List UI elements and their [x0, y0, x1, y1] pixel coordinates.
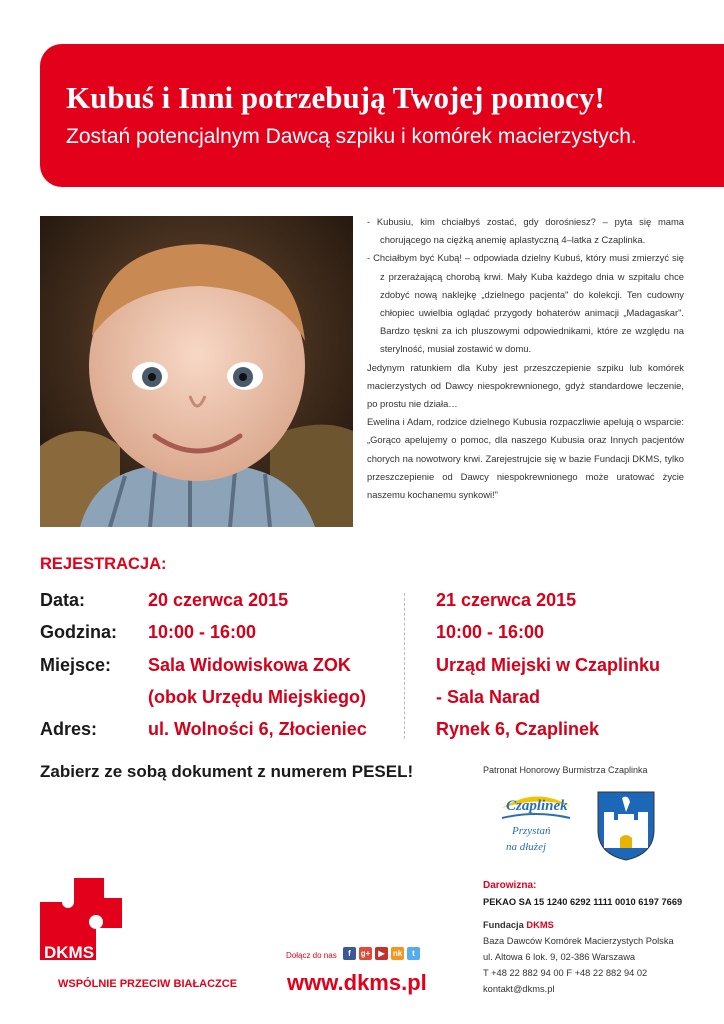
- date-label: Data:: [40, 590, 86, 610]
- foundation-phone: T +48 22 882 94 00 F +48 22 882 94 02: [483, 968, 648, 978]
- event2-place-note: - Sala Narad: [436, 687, 541, 707]
- event2-time: 10:00 - 16:00: [436, 622, 545, 642]
- time-label: Godzina:: [40, 622, 117, 642]
- dkms-logo: [40, 878, 136, 970]
- social-links: [343, 947, 420, 960]
- story-paragraph: - Kubusiu, kim chciałbyś zostać, gdy dorośniesz? – pyta się mama chorującego na ciężką anemię aplastyczną 4–latka z Czaplinka.: [367, 216, 684, 246]
- svg-text:na dłużej: na dłużej: [506, 841, 547, 853]
- svg-text:DKMS: DKMS: [44, 943, 95, 962]
- event2-place: Urząd Miejski w Czaplinku: [436, 655, 661, 675]
- join-us-label: Dołącz do nas: [286, 951, 337, 960]
- story-paragraph: Ewelina i Adam, rodzice dzielnego Kubusia rozpaczliwie apelują o wsparcie: „Gorąco apelujemy o pomoc, dla naszego Kubusia oraz Innych pacjentów chorych na nowotwory krwi. Zarejestrujcie się w bazie Fundacji DKMS, tylko przeszczepienie od Dawcy niespokrewnionego może uratować życie naszemu kochanemu synkowi!": [367, 416, 684, 501]
- foundation-email[interactable]: kontakt@dkms.pl: [483, 984, 555, 994]
- story-text: [367, 213, 684, 504]
- registration-title: REJESTRACJA:: [40, 555, 167, 573]
- event2-date: 21 czerwca 2015: [436, 590, 577, 610]
- foundation-line: Baza Dawców Komórek Macierzystych Polska: [483, 936, 674, 946]
- page-title: Kubuś i Inni potrzebują Twojej pomocy!: [66, 80, 605, 115]
- page-subtitle: Zostań potencjalnym Dawcą szpiku i komórek macierzystych.: [66, 125, 637, 148]
- foundation-brand: DKMS: [526, 920, 554, 930]
- svg-text:Przystań: Przystań: [512, 825, 551, 837]
- event1-address: ul. Wolności 6, Złocieniec: [148, 719, 367, 739]
- svg-text:Czaplinek: Czaplinek: [506, 798, 568, 814]
- events-divider: [404, 593, 405, 739]
- foundation-address: ul. Altowa 6 lok. 9, 02-386 Warszawa: [483, 952, 636, 962]
- child-photo: [40, 216, 353, 527]
- czaplinek-logo: [498, 788, 574, 860]
- event1-place-note: (obok Urzędu Miejskiego): [148, 687, 367, 707]
- event1-place: Sala Widowiskowa ZOK: [148, 655, 351, 675]
- donation-title: Darowizna:: [483, 880, 537, 891]
- tagline: WSPÓLNIE PRZECIW BIAŁACZCE: [58, 978, 238, 990]
- website-link[interactable]: www.dkms.pl: [287, 970, 427, 995]
- foundation-info: [483, 917, 674, 997]
- youtube-icon[interactable]: ▶: [375, 947, 388, 960]
- event1-date: 20 czerwca 2015: [148, 590, 289, 610]
- place-label: Miejsce:: [40, 655, 112, 675]
- donation-account: PEKAO SA 15 1240 6292 1111 0010 6197 7669: [483, 897, 683, 907]
- pesel-note: Zabierz ze sobą dokument z numerem PESEL!: [40, 762, 414, 781]
- event1-time: 10:00 - 16:00: [148, 622, 257, 642]
- czaplinek-coat-of-arms: [596, 790, 656, 862]
- story-paragraph: - Chciałbym być Kubą! – odpowiada dzielny Kubuś, który musi zmierzyć się z przerażającą chorobą krwi. Mały Kuba każdego dnia w szpitalu chce zdobyć nową naklejkę „dzielnego pacjenta" do kolekcji. Ten cudowny chłopiec uwielbia oglądać przygody bohaterów animacji „Madagaskar". Bardzo tęskni za ich pluszowymi odpowiednikami, które ze względu na sterylność, musiał zostawić w domu.: [367, 252, 684, 355]
- twitter-icon[interactable]: t: [407, 947, 420, 960]
- patronage-text: Patronat Honorowy Burmistrza Czaplinka: [483, 765, 648, 775]
- facebook-icon[interactable]: f: [343, 947, 356, 960]
- event2-address: Rynek 6, Czaplinek: [436, 719, 600, 739]
- nk-icon[interactable]: nk: [392, 949, 403, 958]
- address-label: Adres:: [40, 719, 98, 739]
- story-paragraph: Jedynym ratunkiem dla Kuby jest przeszczepienie szpiku lub komórek macierzystych od Dawcy niespokrewnionego, gdyż standardowe leczenie, po prostu nie działa…: [367, 361, 684, 410]
- googleplus-icon[interactable]: g+: [360, 949, 371, 958]
- foundation-prefix: Fundacja: [483, 920, 524, 930]
